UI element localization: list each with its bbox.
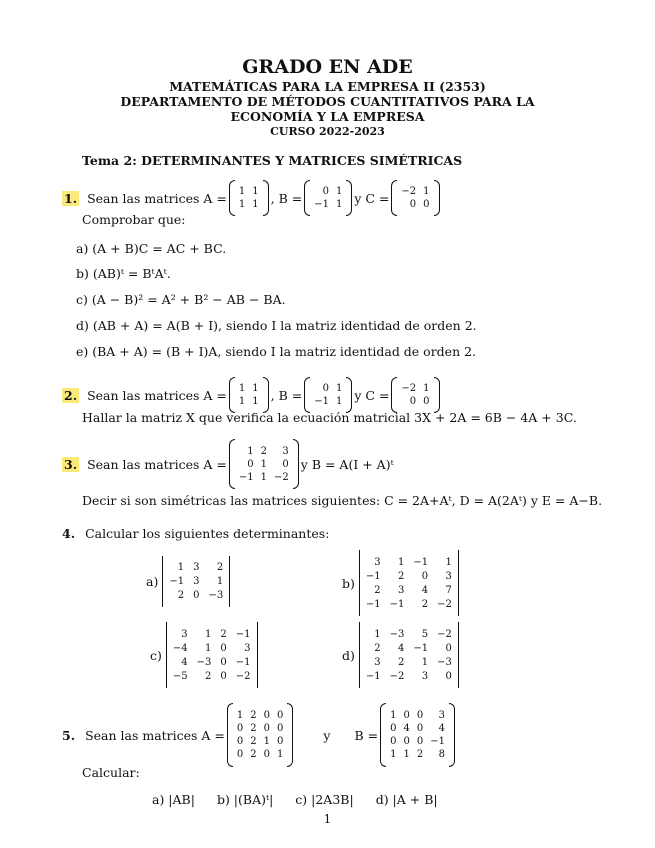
matrix-entry: 0 — [416, 723, 424, 734]
matrix-entry: 7 — [445, 584, 452, 596]
matrix-entry: 1 — [374, 628, 381, 640]
matrix-entry: 1 — [263, 736, 271, 747]
matrix-entry: 1 — [252, 396, 259, 407]
matrix-entry: 2 — [250, 736, 257, 747]
matrix-entry: 1 — [423, 383, 430, 394]
determinant-bar — [229, 556, 230, 607]
matrix-entry: −1 — [235, 656, 251, 668]
matrix-C-label: y C = — [354, 190, 390, 206]
matrix-entry: 0 — [322, 186, 329, 197]
exercise-1-item-e: e) (BA + A) = (B + I)A, siendo I la matriz identidad de orden 2. — [76, 344, 477, 359]
matrix-entry: −2 — [274, 471, 289, 483]
matrix-entry: 0 — [277, 723, 284, 734]
matrix-entry: 3 — [398, 584, 405, 596]
matrix-entry: 4 — [398, 642, 405, 654]
matrix-entry: −2 — [401, 186, 417, 197]
exercise-5-statement — [62, 703, 457, 767]
matrix-entry: 3 — [193, 575, 200, 587]
matrix-A — [229, 377, 269, 413]
matrix-grid — [163, 562, 229, 601]
matrix-entry: 0 — [416, 710, 424, 721]
matrix-entry: −5 — [172, 670, 188, 682]
matrix-B-label: , B = — [270, 387, 303, 403]
topic-heading: Tema 2: DETERMINANTES Y MATRICES SIMÉTRICAS — [82, 153, 463, 168]
matrix-entry: 0 — [423, 396, 430, 407]
matrix-entry: 1 — [336, 199, 343, 210]
exercise-2-statement — [62, 377, 442, 413]
exercise-2-number: 2. — [64, 387, 78, 403]
determinant-b-body — [359, 550, 459, 616]
matrix-parenthesis — [293, 439, 299, 489]
matrix-B-definition: y B = A(I + A)ᵗ — [300, 456, 394, 472]
determinant-d-label: d) — [342, 647, 355, 663]
matrix-grid — [310, 383, 346, 407]
course-line: CURSO 2022-2023 — [270, 125, 385, 138]
exercise-5-intro: Sean las matrices A = — [85, 727, 225, 743]
matrix-A — [229, 180, 269, 216]
matrix-entry: 1 — [238, 396, 246, 407]
exercise-5-item-b: b) |(BA)ᵗ| — [216, 792, 274, 807]
matrix-entry: 3 — [438, 710, 445, 721]
exercise-3-intro: Sean las matrices A = — [87, 456, 227, 472]
exercise-1-item-a: a) (A + B)C = AC + BC. — [76, 241, 227, 256]
determinant-a-label: a) — [146, 573, 159, 589]
exercise-4-number: 4. — [62, 526, 76, 541]
matrix-entry: 1 — [403, 749, 410, 760]
matrix-entry: −1 — [365, 570, 381, 582]
matrix-entry: 1 — [260, 458, 268, 470]
matrix-B — [380, 703, 455, 767]
matrix-entry: 0 — [390, 723, 397, 734]
exercise-1-intro: Sean las matrices A = — [87, 190, 227, 206]
matrix-grid — [235, 446, 293, 483]
matrix-entry: 5 — [421, 628, 429, 640]
exercise-3-statement — [62, 439, 394, 489]
matrix-entry: 4 — [421, 584, 429, 596]
exercise-5-items — [152, 792, 438, 807]
department-line-1: DEPARTAMENTO DE MÉTODOS CUANTITATIVOS PARA LA — [120, 94, 535, 109]
matrix-B — [304, 377, 352, 413]
matrix-entry: 2 — [220, 628, 227, 640]
matrix-grid — [386, 710, 449, 760]
determinant-c-body — [166, 622, 258, 688]
matrix-entry: 0 — [236, 723, 244, 734]
matrix-grid — [397, 383, 433, 407]
determinant-a-body — [162, 556, 230, 607]
matrix-entry: 0 — [445, 670, 452, 682]
matrix-entry: 0 — [409, 199, 417, 210]
matrix-grid — [310, 186, 346, 210]
matrix-entry: 2 — [398, 570, 405, 582]
page-number: 1 — [323, 812, 332, 826]
matrix-entry: 1 — [336, 186, 343, 197]
matrix-entry: 2 — [374, 584, 381, 596]
matrix-entry: 1 — [445, 556, 452, 568]
matrix-entry: 1 — [247, 445, 254, 457]
exercise-5-item-d: d) |A + B| — [375, 792, 438, 807]
exercise-4-intro: Calcular los siguientes determinantes: — [85, 526, 330, 541]
matrix-entry: −2 — [235, 670, 251, 682]
matrix-entry: 2 — [421, 598, 429, 610]
exercise-1-statement — [62, 180, 442, 216]
exercise-4-statement — [62, 526, 329, 541]
matrix-entry: 1 — [277, 749, 284, 760]
matrix-entry: 0 — [220, 656, 227, 668]
matrix-entry: 0 — [263, 710, 271, 721]
exercise-1-number: 1. — [64, 190, 78, 206]
matrix-parenthesis — [346, 180, 352, 216]
matrix-entry: 4 — [181, 656, 188, 668]
matrix-parenthesis — [263, 180, 269, 216]
matrix-entry: 0 — [416, 736, 424, 747]
conjunction-y: y — [323, 727, 331, 743]
matrix-A — [227, 703, 294, 767]
matrix-entry: 0 — [282, 458, 289, 470]
matrix-entry: 2 — [216, 561, 224, 573]
determinant-c-label: c) — [150, 647, 162, 663]
matrix-entry: 2 — [177, 589, 185, 601]
matrix-entry: −1 — [413, 556, 429, 568]
determinant-b-label: b) — [342, 575, 355, 591]
matrix-entry: −1 — [389, 598, 405, 610]
matrix-grid — [235, 383, 263, 407]
determinant-d-body — [359, 622, 459, 688]
matrix-entry: 0 — [193, 589, 200, 601]
matrix-B-label: , B = — [270, 190, 303, 206]
matrix-entry: 2 — [250, 723, 257, 734]
matrix-entry: 0 — [421, 570, 429, 582]
matrix-entry: −3 — [389, 628, 405, 640]
matrix-entry: 1 — [238, 186, 246, 197]
matrix-entry: −1 — [365, 670, 381, 682]
determinant-bar — [257, 622, 258, 688]
exercise-5-calc: Calcular: — [82, 765, 140, 780]
matrix-entry: 1 — [216, 575, 224, 587]
matrix-entry: 2 — [416, 749, 424, 760]
matrix-entry: 1 — [423, 186, 430, 197]
matrix-grid — [360, 557, 458, 610]
matrix-entry: −1 — [238, 471, 254, 483]
matrix-C — [391, 180, 439, 216]
exercise-1-check: Comprobar que: — [82, 212, 186, 227]
matrix-entry: −4 — [172, 642, 188, 654]
matrix-entry: −1 — [169, 575, 185, 587]
matrix-entry: −1 — [235, 628, 251, 640]
matrix-entry: 2 — [205, 670, 212, 682]
matrix-entry: 1 — [336, 383, 343, 394]
exercise-1-item-b: b) (AB)ᵗ = BᵗAᵗ. — [76, 266, 171, 281]
matrix-entry: 1 — [236, 710, 244, 721]
matrix-entry: 3 — [374, 656, 381, 668]
matrix-entry: 0 — [423, 199, 430, 210]
matrix-parenthesis — [287, 703, 293, 767]
matrix-entry: 3 — [445, 570, 452, 582]
matrix-entry: 2 — [374, 642, 381, 654]
matrix-entry: 3 — [181, 628, 188, 640]
matrix-entry: 1 — [390, 749, 397, 760]
matrix-grid — [397, 186, 433, 210]
matrix-C — [391, 377, 439, 413]
matrix-entry: 1 — [398, 556, 405, 568]
matrix-entry: 0 — [403, 736, 410, 747]
matrix-entry: −3 — [196, 656, 212, 668]
document-title: GRADO EN ADE — [242, 56, 413, 78]
matrix-entry: −1 — [413, 642, 429, 654]
matrix-entry: −2 — [389, 670, 405, 682]
matrix-entry: 3 — [282, 445, 289, 457]
matrix-entry: 4 — [438, 723, 445, 734]
determinant-d — [342, 622, 459, 688]
department-line-2: ECONOMÍA Y LA EMPRESA — [230, 109, 425, 124]
matrix-entry: 0 — [403, 710, 410, 721]
matrix-entry: 0 — [220, 642, 227, 654]
matrix-entry: 1 — [421, 656, 429, 668]
matrix-entry: 0 — [409, 396, 417, 407]
exercise-1-item-c: c) (A − B)² = A² + B² − AB − BA. — [76, 292, 286, 307]
matrix-entry: −3 — [208, 589, 224, 601]
exercise-5-number: 5. — [62, 727, 76, 743]
matrix-entry: 3 — [421, 670, 429, 682]
matrix-grid — [167, 629, 257, 682]
exercise-3-number: 3. — [64, 456, 78, 472]
matrix-entry: −1 — [365, 598, 381, 610]
matrix-entry: 0 — [445, 642, 452, 654]
matrix-entry: 1 — [238, 383, 246, 394]
matrix-entry: 3 — [193, 561, 200, 573]
matrix-entry: 1 — [252, 199, 259, 210]
matrix-entry: 0 — [277, 736, 284, 747]
matrix-entry: 0 — [220, 670, 227, 682]
matrix-entry: −1 — [314, 396, 329, 407]
matrix-grid — [360, 629, 458, 682]
matrix-entry: 2 — [250, 710, 257, 721]
matrix-entry: 0 — [236, 749, 244, 760]
matrix-entry: 2 — [250, 749, 257, 760]
matrix-entry: 0 — [247, 458, 254, 470]
matrix-entry: 4 — [403, 723, 410, 734]
matrix-entry: 1 — [336, 396, 343, 407]
matrix-entry: 1 — [177, 561, 185, 573]
matrix-parenthesis — [263, 377, 269, 413]
determinant-bar — [458, 550, 459, 616]
matrix-C-label: y C = — [354, 387, 390, 403]
exercise-3-task: Decir si son simétricas las matrices siguientes: C = 2A+Aᵗ, D = A(2Aᵗ) y E = A−B. — [82, 493, 603, 508]
matrix-B — [304, 180, 352, 216]
determinant-b — [342, 550, 459, 616]
matrix-grid — [233, 710, 288, 760]
matrix-entry: −2 — [401, 383, 417, 394]
matrix-entry: 1 — [205, 628, 212, 640]
exercise-5-item-a: a) |AB| — [152, 792, 195, 807]
matrix-entry: 1 — [390, 710, 397, 721]
exercise-2-task: Hallar la matriz X que verifica la ecuación matricial 3X + 2A = 6B − 4A + 3C. — [82, 410, 577, 425]
matrix-entry: −2 — [437, 598, 452, 610]
matrix-entry: 2 — [260, 445, 268, 457]
matrix-parenthesis — [346, 377, 352, 413]
exercise-1-item-d: d) (AB + A) = A(B + I), siendo I la matriz identidad de orden 2. — [76, 318, 477, 333]
exercise-5-item-c: c) |2A3B| — [295, 792, 354, 807]
determinant-bar — [458, 622, 459, 688]
matrix-entry: −2 — [437, 628, 452, 640]
matrix-entry: 0 — [277, 710, 284, 721]
matrix-entry: 1 — [252, 186, 259, 197]
subject-line: MATEMÁTICAS PARA LA EMPRESA II (2353) — [169, 79, 486, 94]
matrix-entry: 0 — [263, 723, 271, 734]
matrix-grid — [235, 186, 263, 210]
matrix-entry: 1 — [252, 383, 259, 394]
determinant-a — [146, 556, 230, 607]
matrix-entry: 0 — [322, 383, 329, 394]
matrix-entry: −1 — [430, 736, 445, 747]
matrix-entry: 3 — [244, 642, 251, 654]
matrix-parenthesis — [434, 377, 440, 413]
matrix-entry: 8 — [438, 749, 445, 760]
matrix-entry: 1 — [260, 471, 268, 483]
exercise-2-intro: Sean las matrices A = — [87, 387, 227, 403]
matrix-A — [229, 439, 299, 489]
matrix-parenthesis — [434, 180, 440, 216]
matrix-B-label: B = — [354, 727, 379, 743]
matrix-parenthesis — [449, 703, 455, 767]
matrix-entry: −3 — [437, 656, 452, 668]
matrix-entry: 2 — [398, 656, 405, 668]
matrix-entry: 0 — [390, 736, 397, 747]
matrix-entry: 1 — [238, 199, 246, 210]
matrix-entry: 3 — [374, 556, 381, 568]
determinant-c — [150, 622, 258, 688]
matrix-entry: 0 — [263, 749, 271, 760]
matrix-entry: 0 — [236, 736, 244, 747]
matrix-entry: 1 — [205, 642, 212, 654]
matrix-entry: −1 — [314, 199, 329, 210]
